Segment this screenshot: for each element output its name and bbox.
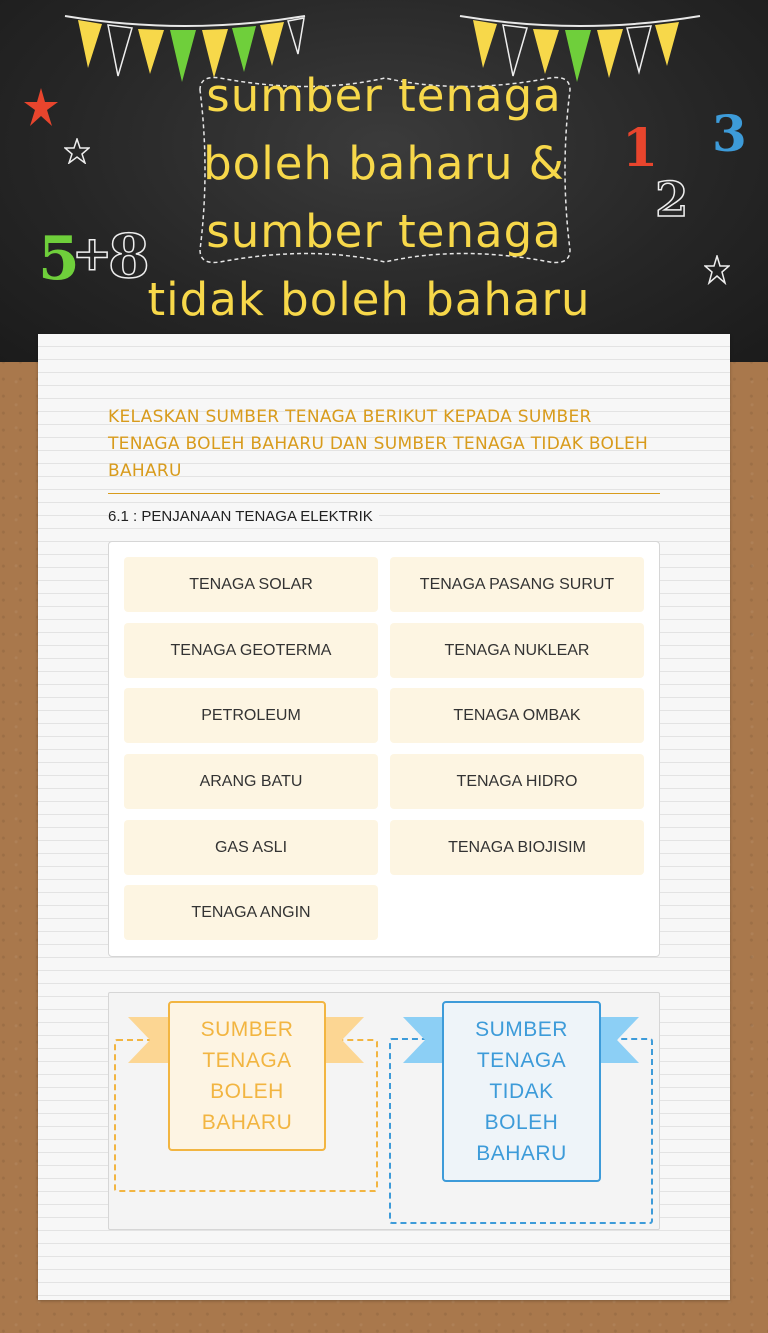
card-pool [108,541,660,957]
drag-card[interactable]: TENAGA OMBAK [390,688,644,743]
category-label-line: TIDAK [489,1080,554,1103]
category-label-line: BOLEH [484,1111,559,1134]
chalk-number-5: 5 [38,224,80,294]
category-label-renewable [168,1001,326,1151]
drag-card[interactable]: TENAGA BIOJISIM [390,820,644,875]
category-label-line: BAHARU [201,1111,293,1134]
chalkboard-header [0,0,768,362]
category-label-line: TENAGA [202,1049,292,1072]
title-line: boleh baharu & [203,137,565,190]
chalk-plus-sign: + [72,226,113,282]
worksheet-paper [38,334,730,1300]
category-label-line: SUMBER [200,1018,294,1041]
title-line: tidak boleh baharu [147,273,591,326]
category-label-non-renewable [442,1001,601,1182]
drag-card[interactable]: ARANG BATU [124,754,378,809]
category-label-line: BOLEH [210,1080,284,1103]
chalk-number-1: 1 [622,118,659,179]
category-label-line: TENAGA [476,1049,567,1072]
drag-card[interactable]: GAS ASLI [124,820,378,875]
chalk-number-8: 8 [108,222,150,292]
section-label: 6.1 : PENJANAAN TENAGA ELEKTRIK [108,508,379,525]
title-line: sumber tenaga [206,69,562,122]
drag-card[interactable]: TENAGA HIDRO [390,754,644,809]
drag-card[interactable]: TENAGA PASANG SURUT [390,557,644,612]
drag-card[interactable]: TENAGA GEOTERMA [124,623,378,678]
chalk-number-3: 3 [712,104,747,163]
category-label-line: BAHARU [476,1142,567,1165]
instruction-text: KELASKAN SUMBER TENAGA BERIKUT KEPADA SUMBER TENAGA BOLEH BAHARU DAN SUMBER TENAGA TIDAK BOLEH BAHARU [108,407,649,481]
drop-zone-non-renewable[interactable] [389,1001,654,1225]
drop-zone-renewable[interactable] [114,1001,379,1196]
title-line: sumber tenaga [206,205,562,258]
drop-area [108,992,660,1230]
drag-card[interactable]: PETROLEUM [124,688,378,743]
category-label-line: SUMBER [475,1018,568,1041]
chalk-number-2: 2 [655,172,689,228]
drag-card[interactable]: TENAGA NUKLEAR [390,623,644,678]
drag-card[interactable]: TENAGA ANGIN [124,885,378,940]
page-title [0,62,768,334]
drag-card[interactable]: TENAGA SOLAR [124,557,378,612]
instruction-divider [108,493,660,494]
